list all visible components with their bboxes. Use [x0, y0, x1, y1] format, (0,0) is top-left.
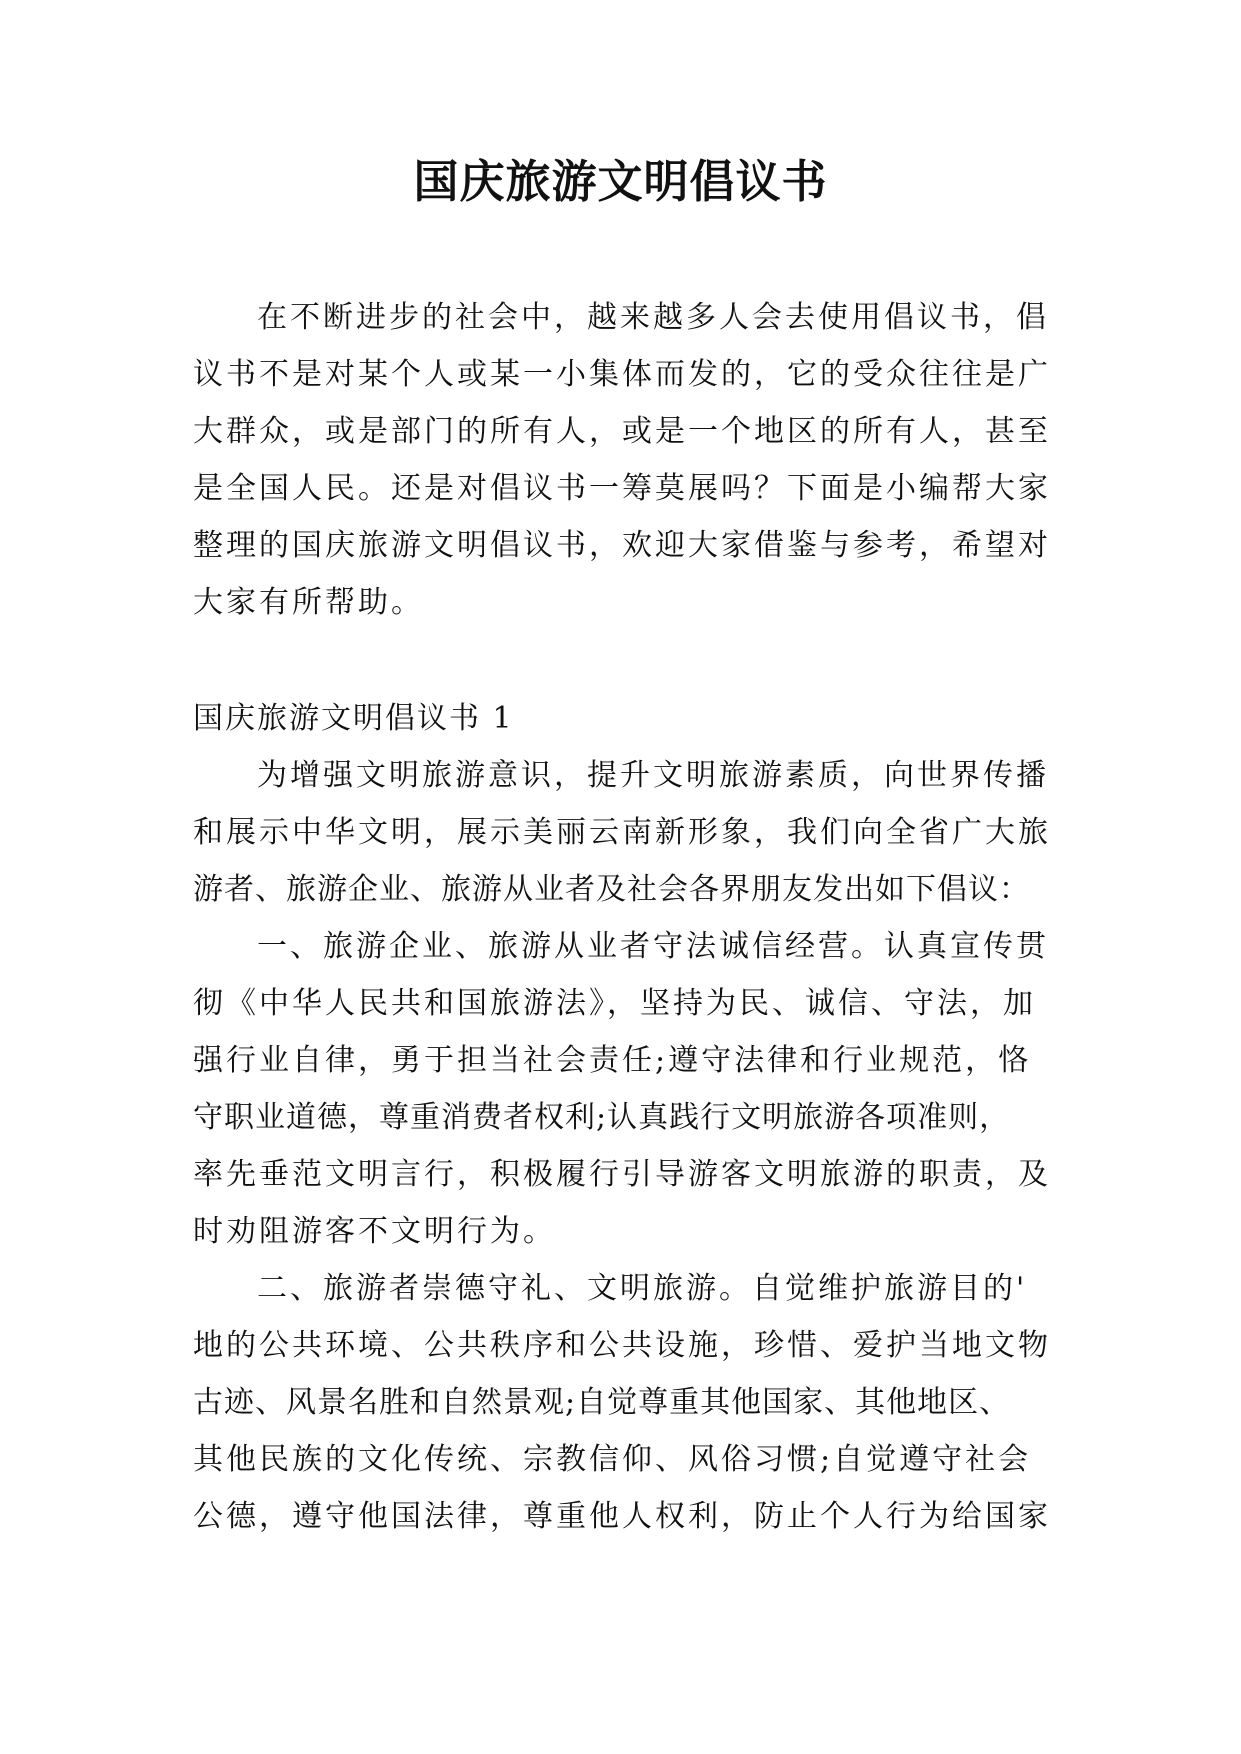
- section-heading: 国庆旅游文明倡议书 1: [193, 701, 514, 736]
- section-line: 一、旅游企业、旅游从业者守法诚信经营。认真宣传贯: [257, 929, 1049, 964]
- section-body: [193, 747, 1053, 1545]
- intro-line: 大家有所帮助。: [193, 585, 424, 620]
- section-line: 和展示中华文明，展示美丽云南新形象，我们向全省广大旅: [193, 815, 1051, 850]
- section-line: 古迹、风景名胜和自然景观;自觉尊重其他国家、其他地区、: [193, 1385, 1011, 1420]
- section-line: 彻《中华人民共和国旅游法》，坚持为民、诚信、守法，加: [193, 986, 1036, 1021]
- intro-line: 在不断进步的社会中，越来越多人会去使用倡议书，倡: [257, 300, 1049, 335]
- section-line: 二、旅游者崇德守礼、文明旅游。自觉维护旅游目的': [257, 1271, 1028, 1306]
- section-line: 强行业自律，勇于担当社会责任;遵守法律和行业规范，恪: [193, 1043, 1032, 1078]
- document-title: 国庆旅游文明倡议书: [413, 155, 828, 208]
- intro-line: 是全国人民。还是对倡议书一筹莫展吗？下面是小编帮大家: [193, 471, 1051, 506]
- section-line: 公德，遵守他国法律，尊重他人权利，防止个人行为给国家: [193, 1499, 1051, 1534]
- intro-line: 议书不是对某个人或某一小集体而发的，它的受众往往是广: [193, 357, 1051, 392]
- intro-paragraph: [193, 289, 1053, 631]
- section-line: 游者、旅游企业、旅游从业者及社会各界朋友发出如下倡议：: [193, 872, 1030, 907]
- intro-line: 整理的国庆旅游文明倡议书，欢迎大家借鉴与参考，希望对: [193, 528, 1051, 563]
- intro-line: 大群众，或是部门的所有人，或是一个地区的所有人，甚至: [193, 414, 1051, 449]
- section-line: 其他民族的文化传统、宗教信仰、风俗习惯;自觉遵守社会: [193, 1442, 1032, 1477]
- section-line: 率先垂范文明言行，积极履行引导游客文明旅游的职责，及: [193, 1157, 1051, 1192]
- section-line: 守职业道德，尊重消费者权利;认真践行文明旅游各项准则，: [193, 1100, 1011, 1135]
- section-line: 地的公共环境、公共秩序和公共设施，珍惜、爱护当地文物: [193, 1328, 1051, 1363]
- section-line: 时劝阻游客不文明行为。: [193, 1214, 556, 1249]
- section-line: 为增强文明旅游意识，提升文明旅游素质，向世界传播: [257, 758, 1049, 793]
